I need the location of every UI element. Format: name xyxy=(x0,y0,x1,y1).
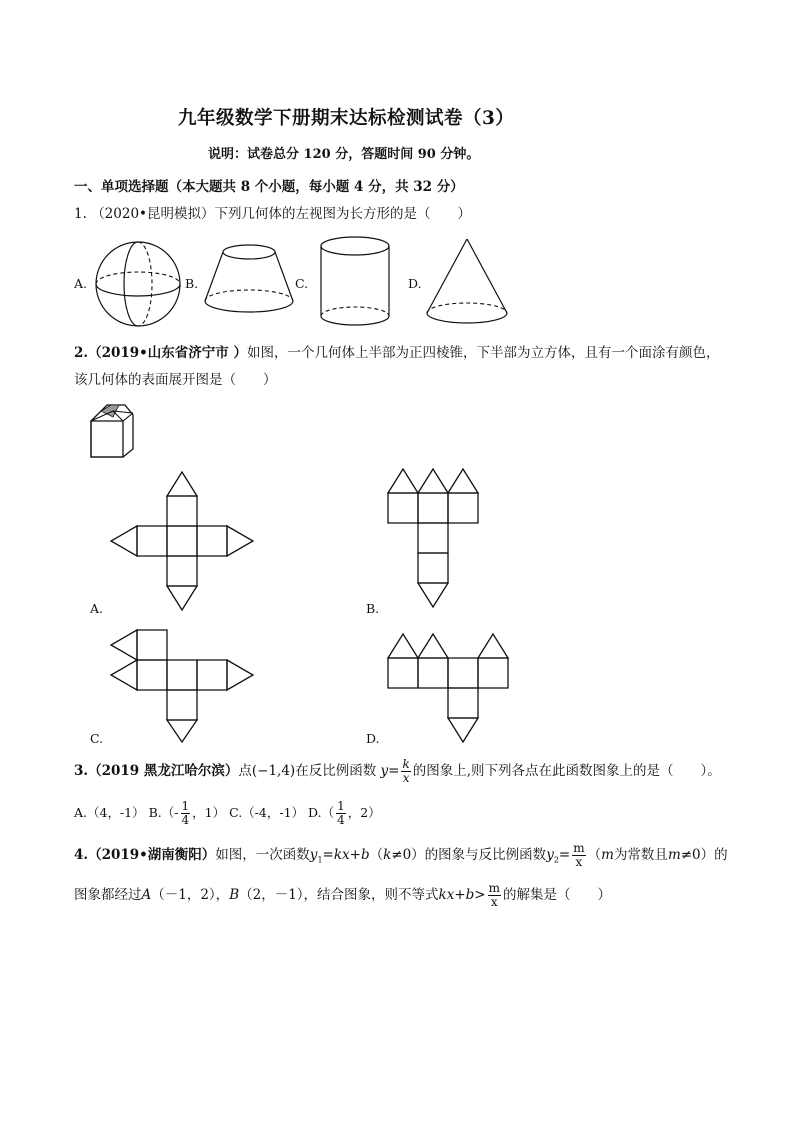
numerator: m xyxy=(573,841,585,855)
q3-option-d-start: D.（ xyxy=(308,805,335,820)
text: 的解集是（ ） xyxy=(503,887,611,903)
q3-option-b-end: ，1） xyxy=(192,805,226,820)
fraction-one-quarter xyxy=(336,800,346,827)
cone-figure xyxy=(425,237,509,327)
denominator: x xyxy=(402,771,410,785)
text: 如图，一次函数 xyxy=(215,847,310,863)
question-4-line-2 xyxy=(74,882,611,909)
expr-kxb: kx+b xyxy=(333,847,370,863)
denominator: 4 xyxy=(337,813,345,827)
numerator: 1 xyxy=(337,799,345,813)
subscript: 2 xyxy=(553,855,559,865)
frustum-figure xyxy=(203,243,295,315)
q2-option-b-label: B. xyxy=(366,601,380,616)
sphere-figure xyxy=(93,239,183,329)
q1-option-d-label: D. xyxy=(408,276,422,291)
page-title: 九年级数学下册期末达标检测试卷（3） xyxy=(178,108,515,129)
fraction-m-over-x xyxy=(488,882,501,909)
net-option-c xyxy=(109,628,269,744)
fraction-k-over-x xyxy=(401,758,410,785)
question-number: 2. xyxy=(74,345,89,361)
var-m: m xyxy=(667,847,681,863)
q1-option-b-label: B. xyxy=(185,276,199,291)
cylinder-figure xyxy=(319,236,391,328)
net-option-b xyxy=(387,467,479,609)
question-4-line-1 xyxy=(74,842,728,871)
q3-option-c: C.（-4，-1） xyxy=(229,805,305,820)
exam-note: 说明：试卷总分 120 分，答题时间 90 分钟。 xyxy=(208,147,480,162)
net-option-d xyxy=(387,632,509,744)
question-text: 点(−1,4)在反比例函数 xyxy=(238,763,377,779)
text: ≠0）的图象与反比例函数 xyxy=(391,847,547,863)
point-a: A xyxy=(141,887,152,903)
denominator: 4 xyxy=(181,813,190,827)
text: （ xyxy=(587,847,602,863)
question-text: 如图，一个几何体上半部为正四棱锥，下半部为立方体，且有一个面涂有颜色， xyxy=(247,345,720,361)
question-1 xyxy=(74,204,471,224)
var-y: y xyxy=(380,763,389,779)
point-b: B xyxy=(229,887,240,903)
var-k: k xyxy=(383,847,392,863)
net-option-a xyxy=(109,470,269,614)
question-number: 3. xyxy=(74,763,89,779)
numerator: m xyxy=(488,881,500,895)
var-y1: y xyxy=(309,847,318,863)
denominator: x xyxy=(490,895,498,909)
subscript: 1 xyxy=(317,855,323,865)
text: （－1，2）， xyxy=(151,887,230,903)
q2-option-a-label: A. xyxy=(90,601,104,616)
section-heading: 一、单项选择题（本大题共 8 个小题，每小题 4 分，共 32 分） xyxy=(74,179,464,195)
question-source: （2019 黑龙江哈尔滨） xyxy=(88,763,239,779)
equals-sign: = xyxy=(388,763,400,779)
question-source: （2019•湖南衡阳） xyxy=(88,847,216,863)
numerator: k xyxy=(402,757,410,771)
q2-option-c-label: C. xyxy=(90,731,104,746)
question-2-line-1 xyxy=(74,343,720,363)
question-source: （2019•山东省济宁市 ） xyxy=(88,345,247,361)
denominator: x xyxy=(575,855,583,869)
q1-option-c-label: C. xyxy=(295,276,309,291)
text: （ xyxy=(369,847,384,863)
fraction-one-quarter xyxy=(181,800,191,827)
greater-than: > xyxy=(474,887,486,903)
q3-option-d-end: ，2） xyxy=(347,805,381,820)
numerator: 1 xyxy=(181,799,190,813)
question-2-line-2: 该几何体的表面展开图是（ ） xyxy=(74,372,277,388)
text: = xyxy=(322,847,334,863)
text: 图象都经过 xyxy=(74,887,142,903)
q3-option-b-start: B.（- xyxy=(148,805,179,820)
text: 为常数且 xyxy=(613,847,668,863)
question-text: 下列几何体的左视图为长方形的是（ ） xyxy=(214,206,472,222)
q2-option-d-label: D. xyxy=(366,731,380,746)
pyramid-cube-figure xyxy=(89,403,137,458)
question-source: （2020•昆明模拟） xyxy=(91,206,215,222)
var-m: m xyxy=(601,847,614,863)
q3-options xyxy=(74,800,381,827)
var-y2: y xyxy=(546,847,554,863)
text: （2，－1），结合图象，则不等式 xyxy=(239,887,439,903)
q3-option-a: A.（4，-1） xyxy=(74,805,145,820)
text: ≠0）的 xyxy=(680,847,728,863)
question-number: 4. xyxy=(74,847,89,863)
fraction-m-over-x xyxy=(572,842,585,869)
question-3 xyxy=(74,758,721,785)
text: = xyxy=(558,847,571,863)
question-text-end: 的图象上,则下列各点在此函数图象上的是（ ）。 xyxy=(412,763,721,779)
expr-kxb: kx+b xyxy=(438,887,475,903)
question-number: 1. xyxy=(74,206,87,222)
q1-option-a-label: A. xyxy=(74,276,88,291)
